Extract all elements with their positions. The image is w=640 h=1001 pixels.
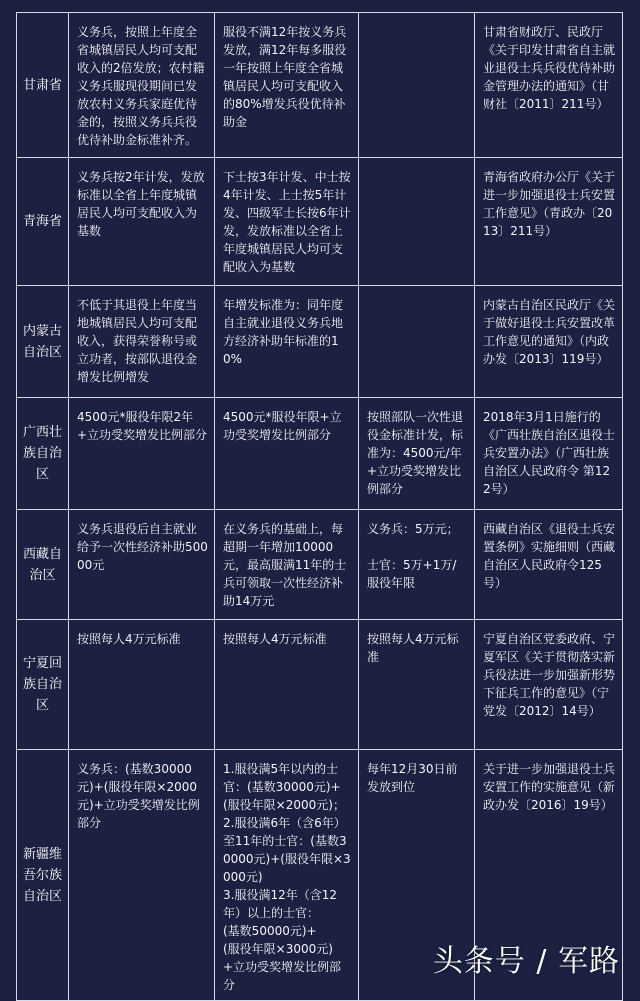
conscript-cell: 不低于其退役上年度当地城镇居民人均可支配收入，获得荣誉称号或立功者，按部队退役金增发比例增发 xyxy=(69,286,215,398)
payment-cell xyxy=(359,13,475,158)
policy-source-cell: 宁夏自治区党委政府、宁夏军区《关于贯彻落实新兵役法进一步加强新形势下征兵工作的意见》（宁党发〔2012〕14号） xyxy=(475,620,623,750)
nco-cell: 1.服役满5年以内的士官：(基数30000元)+(服役年限×2000元)； 2.服役满6年（含6年）至11年的士官：(基数30000元)+(服役年限×3000元) 3.服役满12年（含12年）以上的士官： (基数50000元)+ (服役年限×3000元) +立功受奖增发比例部分 xyxy=(215,750,359,1001)
payment-cell: 按照部队一次性退役金标准计发，标准为：4500元/年+立功受奖增发比例部分 xyxy=(359,398,475,510)
conscript-cell: 按照每人4万元标准 xyxy=(69,620,215,750)
nco-cell: 在义务兵的基础上，每超期一年增加10000元，最高服满11年的士兵可领取一次性经济补助14万元 xyxy=(215,510,359,620)
region-cell: 西藏自治区 xyxy=(17,510,69,620)
conscript-cell: 义务兵按2年计发，发放标准以全省上年度城镇居民人均可支配收入为基数 xyxy=(69,158,215,286)
payment-cell: 按照每人4万元标准 xyxy=(359,620,475,750)
policy-source-cell: 青海省政府办公厅《关于进一步加强退役士兵安置工作意见》（青政办〔2013〕211号） xyxy=(475,158,623,286)
conscript-cell: 义务兵，按照上年度全省城镇居民人均可支配收入的2倍发放；农村籍义务兵服现役期间已发放农村义务兵家庭优待金的，按照义务兵兵役优待补助金标准补齐。 xyxy=(69,13,215,158)
table-row xyxy=(17,158,623,286)
nco-cell: 4500元*服役年限+立功受奖增发比例部分 xyxy=(215,398,359,510)
region-cell: 青海省 xyxy=(17,158,69,286)
region-cell: 甘肃省 xyxy=(17,13,69,158)
conscript-cell: 4500元*服役年限2年+立功受奖增发比例部分 xyxy=(69,398,215,510)
payment-cell xyxy=(359,158,475,286)
region-cell: 新疆维吾尔族自治区 xyxy=(17,750,69,1001)
nco-cell: 年增发标准为：同年度自主就业退役义务兵地方经济补助年标准的10% xyxy=(215,286,359,398)
table-row xyxy=(17,286,623,398)
region-cell: 广西壮族自治区 xyxy=(17,398,69,510)
table-row xyxy=(17,13,623,158)
table-row xyxy=(17,510,623,620)
payment-cell xyxy=(359,286,475,398)
watermark: 头条号 / 军路 xyxy=(432,944,620,979)
nco-cell: 按照每人4万元标准 xyxy=(215,620,359,750)
conscript-cell: 义务兵退役后自主就业给予一次性经济补助50000元 xyxy=(69,510,215,620)
policy-source-cell: 关于进一步加强退役士兵安置工作的实施意见（新政办发〔2016〕19号） xyxy=(475,750,623,1001)
policy-source-cell: 内蒙古自治区民政厅《关于做好退役士兵安置改革工作意见的通知》（内政办发〔2013〕119号） xyxy=(475,286,623,398)
region-cell: 宁夏回族自治区 xyxy=(17,620,69,750)
conscript-cell: 义务兵：(基数30000元)+(服役年限×2000元)+立功受奖增发比例部分 xyxy=(69,750,215,1001)
policy-source-cell: 2018年3月1日施行的《广西壮族自治区退役士兵安置办法》（广西壮族自治区人民政府令 第122号） xyxy=(475,398,623,510)
policy-source-cell: 甘肃省财政厅、民政厅《关于印发甘肃省自主就业退役士兵兵役优待补助金管理办法的通知》（甘财社〔2011〕211号） xyxy=(475,13,623,158)
policy-source-cell: 西藏自治区《退役士兵安置条例》实施细则（西藏自治区人民政府令125号） xyxy=(475,510,623,620)
table-row xyxy=(17,398,623,510)
region-cell: 内蒙古自治区 xyxy=(17,286,69,398)
nco-cell: 下士按3年计发、中士按4年计发、上士按5年计发、四级军士长按6年计发，发放标准以全省上年度城镇居民人均可支配收入为基数 xyxy=(215,158,359,286)
nco-cell: 服役不满12年按义务兵发放，满12年每多服役一年按照上年度全省城镇居民人均可支配收入的80%增发兵役优待补助金 xyxy=(215,13,359,158)
payment-cell: 义务兵：5万元； 士官：5万+1万/服役年限 xyxy=(359,510,475,620)
table-row xyxy=(17,620,623,750)
payment-cell: 每年12月30日前发放到位 xyxy=(359,750,475,1001)
policy-table xyxy=(16,12,623,1001)
